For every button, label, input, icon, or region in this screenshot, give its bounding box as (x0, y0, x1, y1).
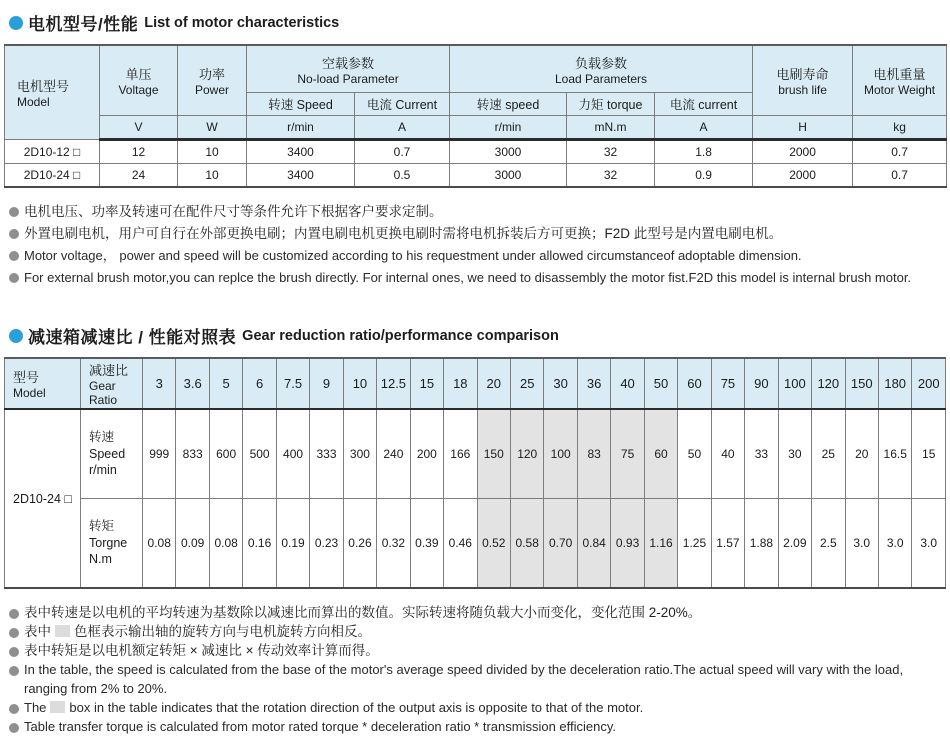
table-row (5, 140, 947, 164)
note-text: Table transfer torque is calculated from motor rated torque * deceleration ratio * transmission efficiency. (24, 719, 617, 734)
speed-cell-reverse-rotation: 120 (510, 409, 543, 499)
table-cell: 0.7 (853, 140, 947, 164)
speed-cell: 20 (845, 409, 878, 499)
table-cell: 12 (100, 140, 178, 164)
ratio-header: 60 (678, 358, 711, 409)
col-header-gear-ratio (81, 358, 143, 409)
table-cell: 32 (567, 140, 655, 164)
section2-title (4, 323, 946, 348)
ratio-header: 90 (745, 358, 778, 409)
note-item (9, 603, 946, 622)
ratio-header: 120 (812, 358, 845, 409)
gray-bullet-icon (9, 229, 19, 239)
unit-voltage: V (100, 116, 178, 140)
col-header-motor-weight (853, 45, 947, 116)
ratio-header: 150 (845, 358, 878, 409)
table-cell: 10 (178, 140, 247, 164)
note-item (9, 245, 946, 267)
subheader-noload-current: 电流 Current (355, 93, 450, 116)
section1-title-zh: 电机型号/性能 (28, 15, 139, 34)
torque-cell: 3.0 (878, 499, 911, 589)
ratio-header: 36 (577, 358, 610, 409)
torque-cell: 0.16 (243, 499, 276, 589)
table-cell: 2000 (753, 140, 853, 164)
model-cell: 2D10-12 □ (5, 140, 100, 164)
ratio-header-zh: 减速比 (89, 363, 129, 378)
speed-row-label (81, 409, 143, 499)
table-cell: 1.8 (655, 140, 753, 164)
ratio-header: 180 (878, 358, 911, 409)
col-group-noload (247, 45, 450, 93)
speed-label-en: Speed (89, 446, 126, 461)
note-item (9, 660, 946, 698)
speed-cell-reverse-rotation: 60 (644, 409, 677, 499)
unit-l-speed: r/min (450, 116, 567, 140)
noload-header-zh: 空载参数 (322, 55, 375, 71)
gray-bullet-icon (9, 609, 19, 619)
torque-cell: 1.57 (711, 499, 744, 589)
speed-cell: 16.5 (878, 409, 911, 499)
ratio-header: 200 (912, 358, 946, 409)
note-item (9, 717, 946, 736)
noload-header-en: No-load Parameter (297, 71, 399, 86)
subheader-load-current: 电流 current (655, 93, 753, 116)
note-text: In the table, the speed is calculated from the base of the motor's average speed divided by the deceleration ratio.The actual speed will vary with the load, ranging from 2% to 20%. (24, 662, 904, 696)
torque-cell: 2.5 (812, 499, 845, 589)
table-cell: 10 (178, 164, 247, 188)
load-header-zh: 负载参数 (575, 55, 628, 71)
model-header-en: Model (17, 95, 50, 109)
power-header-zh: 功率 (198, 67, 225, 82)
speed-cell: 33 (745, 409, 778, 499)
torque-cell: 0.26 (343, 499, 376, 589)
note-text (24, 698, 643, 717)
torque-row-label (81, 499, 143, 589)
torque-cell: 0.23 (310, 499, 343, 589)
torque-cell-reverse-rotation: 1.16 (644, 499, 677, 589)
ratio-header: 3 (143, 358, 176, 409)
torque-cell-reverse-rotation: 0.84 (577, 499, 610, 589)
speed-cell: 15 (912, 409, 946, 499)
section1-title-en: List of motor characteristics (144, 14, 340, 31)
table-cell: 3000 (450, 140, 567, 164)
voltage-header-zh: 单压 (125, 67, 152, 82)
subheader-noload-speed: 转速 Speed (247, 93, 355, 116)
gray-bullet-icon (9, 666, 19, 676)
note-text: Motor voltage， power and speed will be customized according to his requestment under allowed circumstanceof adoptable dimension. (24, 248, 802, 263)
unit-l-current: A (655, 116, 753, 140)
col-group-load (450, 45, 753, 93)
torque-cell-reverse-rotation: 0.70 (544, 499, 577, 589)
torque-cell: 3.0 (845, 499, 878, 589)
section2-title-en: Gear reduction ratio/performance comparison (242, 327, 559, 344)
speed-cell-reverse-rotation: 75 (611, 409, 644, 499)
table-cell: 3400 (247, 164, 355, 188)
brush-header-zh: 电刷寿命 (776, 67, 829, 82)
table-cell: 32 (567, 164, 655, 188)
ratio-header: 25 (510, 358, 543, 409)
note-text: 外置电刷电机，用户可自行在外部更换电刷；内置电刷电机更换电刷时需将电机拆装后方可更换；F2D 此型号是内置电刷电机。 (24, 226, 783, 241)
col-header-brush-life (753, 45, 853, 116)
gray-box-swatch (50, 701, 65, 713)
note-text: 表中转矩是以电机额定转矩 × 减速比 × 传动效率计算而得。 (24, 643, 379, 658)
subheader-load-speed: 转速 speed (450, 93, 567, 116)
table-cell: 0.7 (853, 164, 947, 188)
speed-cell: 50 (678, 409, 711, 499)
speed-cell: 833 (176, 409, 209, 499)
table-cell: 0.9 (655, 164, 753, 188)
brush-header-en: brush life (778, 83, 827, 97)
ratio-header: 18 (444, 358, 477, 409)
note-item (9, 641, 946, 660)
model-header-en: Model (13, 386, 46, 400)
ratio-header: 100 (778, 358, 811, 409)
torque-cell: 1.88 (745, 499, 778, 589)
gray-box-swatch (55, 625, 70, 637)
col-header-model (5, 358, 81, 409)
torque-unit: N.m (89, 552, 112, 567)
ratio-header: 15 (410, 358, 443, 409)
gray-bullet-icon (9, 251, 19, 261)
torque-cell: 0.19 (276, 499, 309, 589)
section2-title-zh: 减速箱减速比 / 性能对照表 (28, 328, 237, 347)
speed-cell-reverse-rotation: 100 (544, 409, 577, 499)
section2-notes (4, 603, 946, 736)
ratio-header: 30 (544, 358, 577, 409)
torque-label-en: Torgne (89, 535, 128, 550)
subheader-load-torque: 力矩 torque (567, 93, 655, 116)
power-header-en: Power (194, 83, 229, 97)
ratio-header: 6 (243, 358, 276, 409)
table-cell: 3000 (450, 164, 567, 188)
load-header-en: Load Parameters (555, 71, 648, 86)
ratio-header: 75 (711, 358, 744, 409)
table-cell: 3400 (247, 140, 355, 164)
torque-cell: 0.46 (444, 499, 477, 589)
note-text (24, 622, 371, 641)
col-header-voltage (100, 45, 178, 116)
speed-cell-reverse-rotation: 150 (477, 409, 510, 499)
unit-nl-current: A (355, 116, 450, 140)
gray-bullet-icon (9, 647, 19, 657)
gray-bullet-icon (9, 207, 19, 217)
gray-bullet-icon (9, 704, 19, 714)
speed-cell: 333 (310, 409, 343, 499)
speed-unit: r/min (89, 463, 117, 478)
note-text: 电机电压、功率及转速可在配件尺寸等条件允许下根据客户要求定制。 (24, 204, 443, 219)
motor-characteristics-table (4, 44, 947, 188)
gray-bullet-icon (9, 628, 19, 638)
speed-cell: 400 (276, 409, 309, 499)
speed-cell: 200 (410, 409, 443, 499)
ratio-header: 12.5 (377, 358, 410, 409)
note-item (9, 267, 946, 289)
speed-cell: 166 (444, 409, 477, 499)
ratio-header: 9 (310, 358, 343, 409)
torque-cell-reverse-rotation: 0.58 (510, 499, 543, 589)
model-header-zh: 电机型号 (17, 79, 70, 94)
speed-cell: 600 (209, 409, 242, 499)
col-header-power (178, 45, 247, 116)
speed-cell: 25 (812, 409, 845, 499)
section1-notes (4, 201, 946, 289)
col-header-model (5, 45, 100, 140)
ratio-header-en: Gear Ratio (89, 379, 118, 407)
torque-cell: 0.08 (209, 499, 242, 589)
torque-row (5, 499, 946, 589)
model-cell: 2D10-24 □ (5, 164, 100, 188)
table-cell: 2000 (753, 164, 853, 188)
note-text: 表中转速是以电机的平均转速为基数除以减速比而算出的数值。实际转速将随负载大小而变化，变化范围 2-20%。 (24, 605, 702, 620)
torque-cell: 0.09 (176, 499, 209, 589)
unit-power: W (178, 116, 247, 140)
torque-cell: 0.32 (377, 499, 410, 589)
speed-cell: 999 (143, 409, 176, 499)
section1-title (4, 10, 946, 35)
torque-cell: 0.08 (143, 499, 176, 589)
note-item (9, 223, 946, 245)
table-cell: 0.5 (355, 164, 450, 188)
blue-bullet-icon (9, 16, 23, 30)
ratio-header: 20 (477, 358, 510, 409)
weight-header-zh: 电机重量 (873, 67, 926, 82)
ratio-header: 10 (343, 358, 376, 409)
ratio-header: 5 (209, 358, 242, 409)
model-header-zh: 型号 (13, 370, 40, 385)
weight-header-en: Motor Weight (863, 83, 936, 97)
speed-cell: 240 (377, 409, 410, 499)
blue-bullet-icon (9, 329, 23, 343)
torque-cell-reverse-rotation: 0.52 (477, 499, 510, 589)
voltage-header-en: Voltage (118, 83, 159, 97)
note-item (9, 201, 946, 223)
speed-row (5, 409, 946, 499)
note-text-pre: The (24, 700, 47, 715)
torque-cell: 2.09 (778, 499, 811, 589)
speed-cell: 500 (243, 409, 276, 499)
torque-cell: 1.25 (678, 499, 711, 589)
ratio-header: 40 (611, 358, 644, 409)
unit-brush-life: H (753, 116, 853, 140)
unit-l-torque: mN.m (567, 116, 655, 140)
torque-cell: 0.39 (410, 499, 443, 589)
note-text: For external brush motor,you can replce the brush directly. For internal ones, we need to disassembly the motor fist.F2D this model is internal brush motor. (24, 270, 912, 285)
speed-cell: 30 (778, 409, 811, 499)
unit-nl-speed: r/min (247, 116, 355, 140)
model-cell: 2D10-24 □ (5, 409, 81, 588)
gray-bullet-icon (9, 273, 19, 283)
gray-bullet-icon (9, 723, 19, 733)
note-item (9, 622, 946, 641)
speed-label-zh: 转速 (89, 429, 115, 444)
note-text-post: box in the table indicates that the rotation direction of the output axis is opposite to that of the motor. (69, 700, 644, 715)
table-cell: 0.7 (355, 140, 450, 164)
note-text-post: 色框表示输出轴的旋转方向与电机旋转方向相反。 (74, 624, 371, 639)
unit-weight: kg (853, 116, 947, 140)
table-row (5, 164, 947, 188)
ratio-header: 3.6 (176, 358, 209, 409)
ratio-header: 7.5 (276, 358, 309, 409)
speed-cell-reverse-rotation: 83 (577, 409, 610, 499)
torque-cell-reverse-rotation: 0.93 (611, 499, 644, 589)
speed-cell: 300 (343, 409, 376, 499)
note-text-pre: 表中 (24, 624, 51, 639)
ratio-header: 50 (644, 358, 677, 409)
speed-cell: 40 (711, 409, 744, 499)
torque-cell: 3.0 (912, 499, 946, 589)
note-item (9, 698, 946, 717)
torque-label-zh: 转矩 (89, 518, 115, 533)
table-cell: 24 (100, 164, 178, 188)
gear-ratio-table (4, 357, 946, 589)
